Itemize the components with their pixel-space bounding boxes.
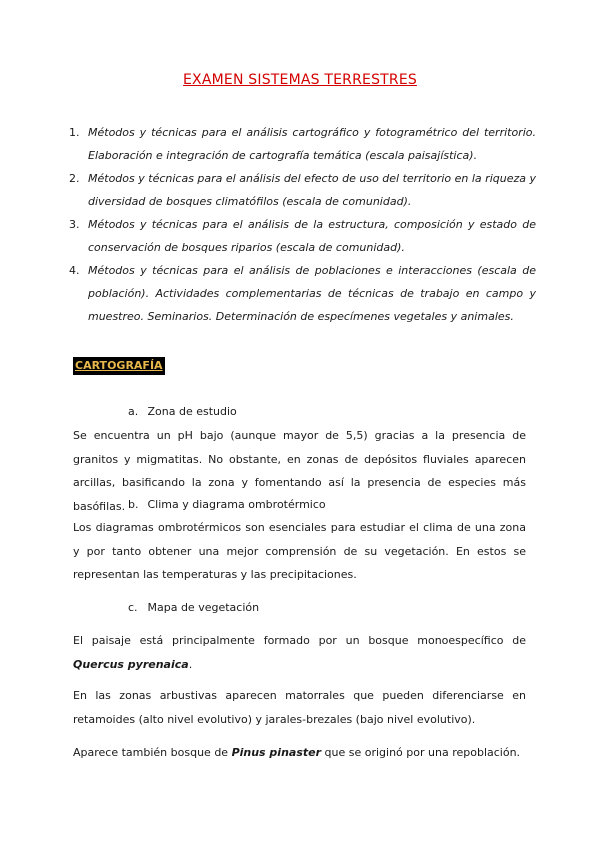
list-item-text: Métodos y técnicas para el análisis de poblaciones e interacciones (escala de población). Actividades complementarias de técnicas de trabajo en campo y muestreo. Seminarios. Determinación de especímenes vegetales y animales. — [88, 264, 536, 323]
subheading-mapa-vegetacion — [128, 600, 259, 616]
section-heading-cartografia: CARTOGRAFÍA — [73, 357, 165, 375]
paragraph-zona-estudio: Se encuentra un pH bajo (aunque mayor de 5,5) gracias a la presencia de granitos y migmatitas. No obstante, en zonas de depósitos fluviales aparecen arcillas, basificando la zona y fomentando así la presencia de especies más basófilas. — [73, 429, 526, 513]
subheading-label: Mapa de vegetación — [147, 601, 260, 614]
paragraph-text: que se originó por una repoblación. — [321, 746, 521, 759]
species-name: Quercus pyrenaica — [73, 657, 189, 671]
list-item-number: 4. — [69, 264, 80, 277]
subheading-letter: c. — [128, 601, 138, 614]
paragraph-matorrales: En las zonas arbustivas aparecen matorrales que pueden diferenciarse en retamoides (alto nivel evolutivo) y jarales-brezales (bajo nivel evolutivo). — [73, 689, 526, 726]
list-item-number: 1. — [69, 126, 80, 139]
topic-list — [69, 121, 536, 328]
paragraph-pinus — [73, 745, 526, 761]
paragraph-text: El paisaje está principalmente formado por un bosque monoespecífico de — [73, 634, 526, 647]
paragraph-clima: Los diagramas ombrotérmicos son esenciales para estudiar el clima de una zona y por tanto obtener una mejor comprensión de su vegetación. En estos se representan las temperaturas y las precipitaciones. — [73, 521, 526, 581]
subheading-label: Zona de estudio — [147, 405, 237, 418]
list-item-number: 2. — [69, 172, 80, 185]
list-item — [69, 213, 536, 259]
list-item — [69, 167, 536, 213]
paragraph-paisaje — [73, 629, 526, 676]
paragraph-text: Aparece también bosque de — [73, 746, 232, 759]
list-item-number: 3. — [69, 218, 80, 231]
document-title: EXAMEN SISTEMAS TERRESTRES — [183, 72, 417, 88]
species-name: Pinus pinaster — [231, 746, 322, 759]
list-item — [69, 259, 536, 328]
list-item-text: Métodos y técnicas para el análisis del efecto de uso del territorio en la riqueza y diversidad de bosques climatófilos (escala de comunidad). — [88, 172, 536, 208]
paragraph-text: . — [188, 657, 193, 671]
subheading-letter: b. — [128, 498, 139, 511]
subheading-clima — [128, 497, 326, 513]
subheading-letter: a. — [128, 405, 139, 418]
subheading-label: Clima y diagrama ombrotérmico — [147, 498, 326, 511]
list-item — [69, 121, 536, 167]
subheading-zona-estudio — [128, 404, 237, 420]
list-item-text: Métodos y técnicas para el análisis de la estructura, composición y estado de conservación de bosques riparios (escala de comunidad). — [88, 218, 536, 254]
list-item-text: Métodos y técnicas para el análisis cartográfico y fotogramétrico del territorio. Elaboración e integración de cartografía temática (escala paisajística). — [88, 126, 536, 162]
